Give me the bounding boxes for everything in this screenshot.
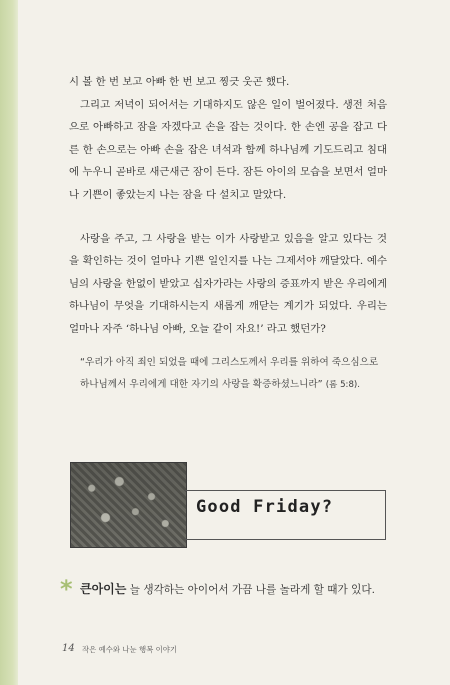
quote-text: “우리가 아직 죄인 되었을 때에 그리스도께서 우리를 위하여 죽으심으로 하나님께서 우리에게 대한 자기의 사랑을 확증하셨느니라”: [80, 357, 379, 390]
paragraph-2: 그리고 저녁이 되어서는 기대하지도 않은 일이 벌어졌다. 생전 처음으로 아빠하고 잠을 자겠다고 손을 잡는 것이다. 한 손엔 공을 잡고 다른 한 손으로는 아빠 손을 잡은 녀석과 함께 하나님께 기도드리고 침대에 누우니 곧바로 새근새근 잠이 든다. 잠든 아이의 모습을 보면서 얼마나 기쁜이 좋았는지 나는 잠을 다 설치고 말았다.: [69, 99, 387, 201]
section-title: Good Friday?: [196, 497, 334, 517]
lead-bold-word: 큰아이는: [80, 582, 127, 596]
quote-reference: (롬 5:8).: [325, 380, 361, 390]
page-edge-strip: [0, 0, 18, 685]
running-title: 작은 예수와 나눈 행복 이야기: [82, 645, 178, 654]
lead-rest-text: 늘 생각하는 아이어서 가끔 나를 놀라게 할 때가 있다.: [126, 584, 375, 596]
page-number: 14: [62, 643, 75, 654]
section-photo: [70, 462, 187, 548]
section-lead-line: [80, 581, 390, 598]
photo-shade: [71, 463, 186, 547]
paragraph-3: 사랑을 주고, 그 사랑을 받는 이가 사랑받고 있음을 알고 있다는 것을 확인하는 것이 얼마나 기쁜 일인지를 나는 그제서야 깨달았다. 예수님의 사랑을 한없이 받았고 십자가라는 사랑의 증표까지 받은 우리에게 하나님이 무엇을 기대하시는지 새롭게 깨닫는 계기가 되었다. 우리는 얼마나 자주 ‘하나님 아빠, 오늘 같이 자요!’ 라고 했던가?: [69, 233, 387, 335]
scripture-quote: [80, 352, 380, 396]
paragraph-1: 시 볼 한 번 보고 아빠 한 번 보고 찡긋 웃곤 했다.: [69, 76, 290, 88]
asterisk-icon: *: [60, 575, 73, 603]
